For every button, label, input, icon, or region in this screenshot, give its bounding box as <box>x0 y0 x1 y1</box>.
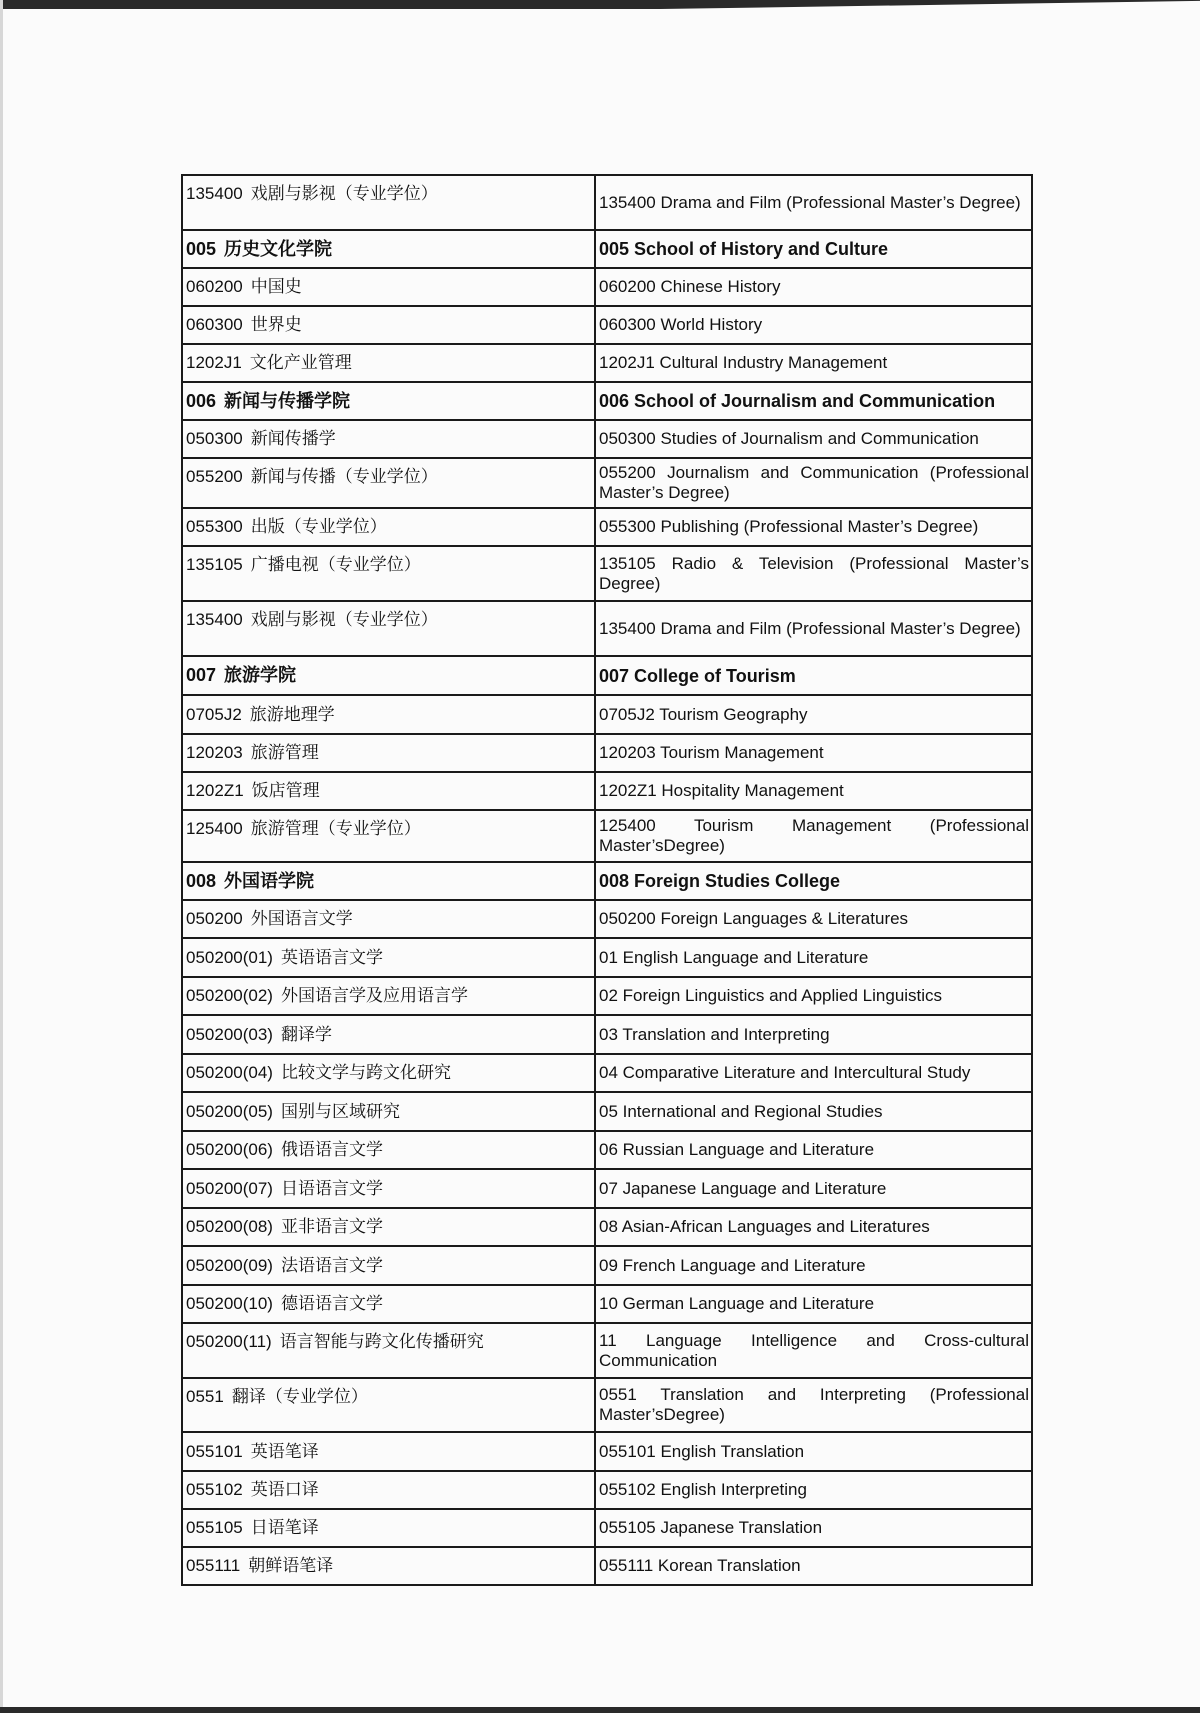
english-program-cell: 135400 Drama and Film (Professional Master’s Degree) <box>595 601 1032 656</box>
chinese-program-cell <box>182 1054 595 1092</box>
english-program-cell: 055200 Journalism and Communication (Professional Master’s Degree) <box>595 458 1032 508</box>
chinese-program-cell <box>182 1547 595 1585</box>
chinese-program-cell <box>182 1015 595 1054</box>
program-name-zh: 出版（专业学位） <box>250 517 387 537</box>
scan-border-bottom <box>0 1707 1200 1713</box>
program-row <box>182 1131 1032 1169</box>
chinese-program-cell <box>182 656 595 695</box>
english-program-cell: 1202Z1 Hospitality Management <box>595 772 1032 810</box>
program-row <box>182 344 1032 382</box>
chinese-program-cell <box>182 1323 595 1378</box>
program-name-zh: 英语语言文学 <box>280 947 383 968</box>
english-program-cell: 055111 Korean Translation <box>595 1547 1032 1585</box>
chinese-program-cell <box>182 1092 595 1131</box>
chinese-program-cell <box>182 938 595 977</box>
program-code: 050200(10) <box>186 1294 273 1313</box>
program-row <box>182 268 1032 306</box>
program-code: 050200(08) <box>186 1217 273 1236</box>
chinese-program-cell <box>182 508 595 546</box>
program-row <box>182 1054 1032 1092</box>
program-name-zh: 文化产业管理 <box>249 353 352 373</box>
chinese-program-cell <box>182 601 595 656</box>
chinese-program-cell <box>182 772 595 810</box>
program-row <box>182 546 1032 601</box>
program-code: 050200(07) <box>186 1178 273 1198</box>
program-name-zh: 翻译（专业学位） <box>231 1387 368 1407</box>
program-row <box>182 175 1032 230</box>
english-program-cell: 0705J2 Tourism Geography <box>595 695 1032 734</box>
program-code: 055105 <box>186 1518 243 1537</box>
english-program-cell: 05 International and Regional Studies <box>595 1092 1032 1131</box>
program-code: 125400 <box>186 819 243 838</box>
chinese-program-cell <box>182 1378 595 1432</box>
program-code: 050200(03) <box>186 1024 273 1044</box>
program-code: 006 <box>186 390 217 411</box>
chinese-program-cell <box>182 230 595 268</box>
program-row <box>182 1285 1032 1323</box>
program-row <box>182 734 1032 772</box>
program-name-zh: 法语语言文学 <box>280 1255 383 1276</box>
scan-border-top <box>0 0 1200 9</box>
chinese-program-cell <box>182 734 595 772</box>
program-code: 050200(06) <box>186 1140 273 1159</box>
program-name-zh: 中国史 <box>250 277 302 297</box>
program-row <box>182 1378 1032 1432</box>
program-name-zh: 英语口译 <box>250 1480 319 1500</box>
english-program-cell: 135400 Drama and Film (Professional Master’s Degree) <box>595 175 1032 230</box>
chinese-program-cell <box>182 1246 595 1285</box>
chinese-program-cell <box>182 900 595 938</box>
program-name-zh: 新闻传播学 <box>250 429 336 449</box>
program-row <box>182 695 1032 734</box>
english-program-cell: 060200 Chinese History <box>595 268 1032 306</box>
program-code: 135400 <box>186 610 243 629</box>
school-header-row <box>182 862 1032 900</box>
chinese-program-cell <box>182 175 595 230</box>
english-program-cell: 10 German Language and Literature <box>595 1285 1032 1323</box>
program-row <box>182 1208 1032 1246</box>
program-name-zh: 新闻与传播（专业学位） <box>250 467 438 487</box>
chinese-program-cell <box>182 810 595 862</box>
program-name-zh: 德语语言文学 <box>280 1294 383 1314</box>
chinese-program-cell <box>182 382 595 420</box>
program-code: 055102 <box>186 1480 243 1499</box>
english-program-cell: 01 English Language and Literature <box>595 938 1032 977</box>
program-code: 060300 <box>186 315 243 334</box>
chinese-program-cell <box>182 695 595 734</box>
chinese-program-cell <box>182 1208 595 1246</box>
english-program-cell: 055102 English Interpreting <box>595 1471 1032 1509</box>
program-row <box>182 1092 1032 1131</box>
school-header-row <box>182 382 1032 420</box>
english-program-cell: 007 College of Tourism <box>595 656 1032 695</box>
program-row <box>182 601 1032 656</box>
chinese-program-cell <box>182 268 595 306</box>
program-name-zh: 朝鲜语笔译 <box>248 1556 334 1576</box>
english-program-cell: 1202J1 Cultural Industry Management <box>595 344 1032 382</box>
program-name-zh: 旅游管理 <box>250 743 319 763</box>
english-program-cell: 055101 English Translation <box>595 1432 1032 1471</box>
program-code: 0705J2 <box>186 704 242 724</box>
english-program-cell: 07 Japanese Language and Literature <box>595 1169 1032 1208</box>
program-name-zh: 比较文学与跨文化研究 <box>280 1063 451 1083</box>
english-program-cell: 005 School of History and Culture <box>595 230 1032 268</box>
english-program-cell: 04 Comparative Literature and Intercultural Study <box>595 1054 1032 1092</box>
chinese-program-cell <box>182 1471 595 1509</box>
program-code: 050300 <box>186 429 243 448</box>
program-row <box>182 1509 1032 1547</box>
chinese-program-cell <box>182 977 595 1015</box>
program-code: 1202Z1 <box>186 781 244 800</box>
program-row <box>182 1547 1032 1585</box>
program-name-zh: 俄语语言文学 <box>280 1140 383 1160</box>
english-program-cell: 06 Russian Language and Literature <box>595 1131 1032 1169</box>
school-header-row <box>182 230 1032 268</box>
program-code: 050200(02) <box>186 986 273 1005</box>
chinese-program-cell <box>182 306 595 344</box>
english-program-cell: 135105 Radio & Television (Professional Master’s Degree) <box>595 546 1032 601</box>
program-code: 050200(05) <box>186 1101 273 1121</box>
english-program-cell: 09 French Language and Literature <box>595 1246 1032 1285</box>
program-code: 1202J1 <box>186 353 242 372</box>
program-code: 055111 <box>186 1556 241 1575</box>
english-program-cell: 125400 Tourism Management (Professional Master’sDegree) <box>595 810 1032 862</box>
program-name-zh: 旅游管理（专业学位） <box>250 819 421 839</box>
program-code: 135105 <box>186 555 243 574</box>
english-program-cell: 055300 Publishing (Professional Master’s Degree) <box>595 508 1032 546</box>
english-program-cell: 03 Translation and Interpreting <box>595 1015 1032 1054</box>
program-name-zh: 外国语言文学 <box>250 909 353 929</box>
chinese-program-cell <box>182 1509 595 1547</box>
program-name-zh: 新闻与传播学院 <box>224 390 351 412</box>
program-row <box>182 1471 1032 1509</box>
program-name-zh: 戏剧与影视（专业学位） <box>250 184 438 204</box>
program-code: 050200 <box>186 909 243 928</box>
program-name-zh: 日语语言文学 <box>280 1178 383 1199</box>
program-code: 060200 <box>186 277 243 296</box>
program-code: 005 <box>186 238 217 259</box>
english-program-cell: 08 Asian-African Languages and Literatures <box>595 1208 1032 1246</box>
program-row <box>182 810 1032 862</box>
english-program-cell: 008 Foreign Studies College <box>595 862 1032 900</box>
program-row <box>182 900 1032 938</box>
program-name-zh: 国别与区域研究 <box>280 1101 400 1122</box>
program-code: 0551 <box>186 1387 224 1406</box>
program-code: 055101 <box>186 1441 243 1461</box>
english-program-cell: 050300 Studies of Journalism and Communication <box>595 420 1032 458</box>
program-name-zh: 饭店管理 <box>251 781 320 801</box>
english-program-cell: 055105 Japanese Translation <box>595 1509 1032 1547</box>
program-name-zh: 旅游学院 <box>224 665 297 686</box>
program-code: 135400 <box>186 184 243 203</box>
program-name-zh: 语言智能与跨文化传播研究 <box>279 1332 484 1352</box>
program-row <box>182 772 1032 810</box>
program-code: 050200(01) <box>186 947 273 967</box>
program-row <box>182 977 1032 1015</box>
chinese-program-cell <box>182 1285 595 1323</box>
program-row <box>182 1015 1032 1054</box>
program-code: 055300 <box>186 517 243 536</box>
program-name-zh: 戏剧与影视（专业学位） <box>250 610 438 630</box>
program-name-zh: 外国语言学及应用语言学 <box>280 986 468 1006</box>
program-row <box>182 1246 1032 1285</box>
chinese-program-cell <box>182 420 595 458</box>
program-row <box>182 1323 1032 1378</box>
english-program-cell: 050200 Foreign Languages & Literatures <box>595 900 1032 938</box>
program-row <box>182 1432 1032 1471</box>
scan-border-left <box>0 0 3 1713</box>
program-code: 050200(04) <box>186 1063 273 1082</box>
english-program-cell: 11 Language Intelligence and Cross-cultural Communication <box>595 1323 1032 1378</box>
chinese-program-cell <box>182 1169 595 1208</box>
chinese-program-cell <box>182 344 595 382</box>
english-program-cell: 120203 Tourism Management <box>595 734 1032 772</box>
program-name-zh: 外国语学院 <box>224 870 315 892</box>
english-program-cell: 0551 Translation and Interpreting (Professional Master’sDegree) <box>595 1378 1032 1432</box>
program-name-zh: 亚非语言文学 <box>280 1217 383 1237</box>
program-name-zh: 日语笔译 <box>250 1518 319 1538</box>
program-code: 120203 <box>186 743 243 762</box>
english-program-cell: 02 Foreign Linguistics and Applied Linguistics <box>595 977 1032 1015</box>
program-name-zh: 翻译学 <box>280 1024 332 1045</box>
chinese-program-cell <box>182 546 595 601</box>
program-code: 050200(11) <box>186 1332 272 1351</box>
program-name-zh: 旅游地理学 <box>249 704 335 725</box>
program-code: 055200 <box>186 467 243 486</box>
chinese-program-cell <box>182 458 595 508</box>
program-code: 050200(09) <box>186 1255 273 1275</box>
program-row <box>182 306 1032 344</box>
program-row <box>182 938 1032 977</box>
program-name-zh: 世界史 <box>250 315 302 335</box>
program-row <box>182 458 1032 508</box>
program-name-zh: 历史文化学院 <box>224 238 333 260</box>
program-row <box>182 508 1032 546</box>
program-table-body <box>182 175 1032 1585</box>
program-name-zh: 广播电视（专业学位） <box>250 555 421 575</box>
program-row <box>182 420 1032 458</box>
program-code: 008 <box>186 870 217 891</box>
program-code: 007 <box>186 665 217 685</box>
english-program-cell: 060300 World History <box>595 306 1032 344</box>
chinese-program-cell <box>182 1131 595 1169</box>
chinese-program-cell <box>182 862 595 900</box>
program-name-zh: 英语笔译 <box>250 1441 319 1462</box>
school-header-row <box>182 656 1032 695</box>
english-program-cell: 006 School of Journalism and Communication <box>595 382 1032 420</box>
program-row <box>182 1169 1032 1208</box>
chinese-program-cell <box>182 1432 595 1471</box>
program-table <box>181 174 1033 1586</box>
